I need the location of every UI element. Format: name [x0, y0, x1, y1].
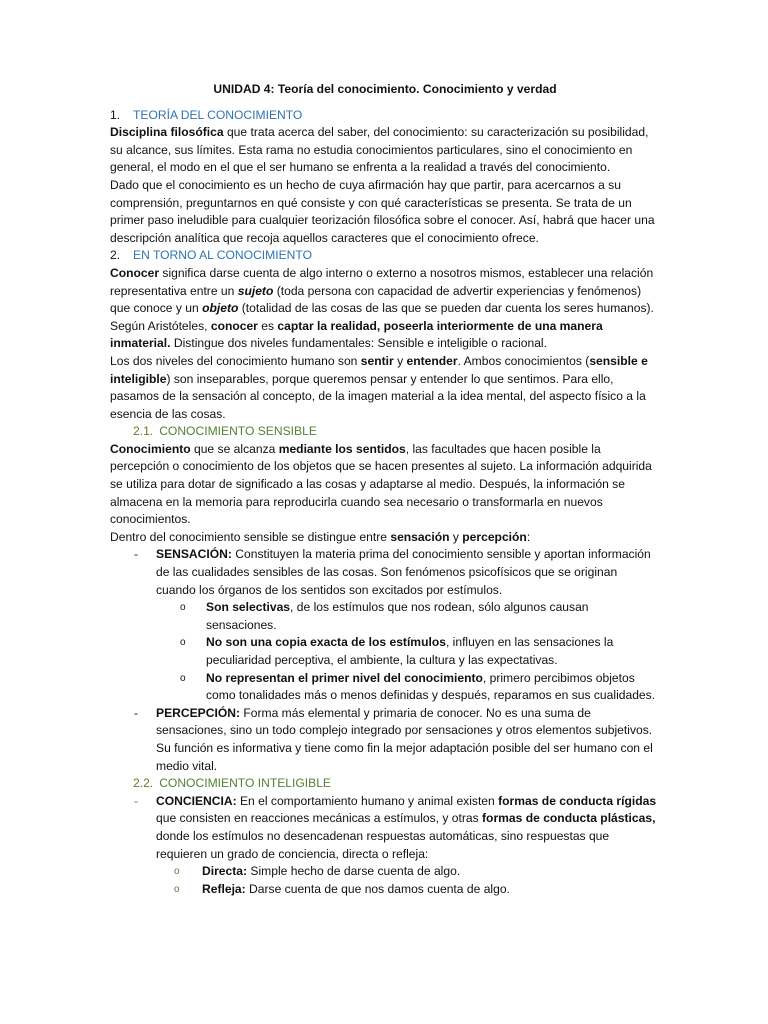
- bold-italic-term: sujeto: [237, 283, 274, 298]
- text: Los dos niveles del conocimiento humano son: [110, 353, 361, 368]
- heading-en-torno-al-conocimiento: [110, 247, 660, 265]
- circle-bullet-icon: o: [180, 602, 186, 614]
- paragraph: [110, 529, 660, 547]
- list-item-text: [156, 793, 660, 863]
- dash-list: [110, 546, 660, 775]
- heading-number: 2.: [110, 248, 121, 263]
- bold-term: sentir: [360, 353, 394, 368]
- text: Según Aristóteles,: [110, 318, 211, 333]
- text: . Ambos conocimientos (: [457, 353, 590, 368]
- text: que consisten en reacciones mecánicas a estímulos, y otras: [156, 811, 483, 826]
- paragraph: [110, 124, 660, 177]
- paragraph: [110, 441, 660, 529]
- bold-term: Conocer: [110, 265, 160, 280]
- text: , influyen en las sensaciones la peculiaridad perceptiva, el ambiente, la cultura y las expectativas.: [206, 635, 614, 667]
- text: Forma más elemental y primaria de conocer. No es una suma de sensaciones, sino un todo complejo integrado por sensaciones y otros elementos subjetivos. Su función es informativa y tiene como fin la mejor adaptación posible del ser humano con el medio vital.: [156, 705, 653, 773]
- text: :: [526, 529, 531, 544]
- text: donde los estímulos no desencadenan respuestas automáticas, sino respuestas que requieren un grado de conciencia, directa o refleja:: [156, 828, 610, 861]
- dash-list: [110, 793, 660, 899]
- document-page: [110, 81, 660, 898]
- paragraph: [110, 265, 660, 318]
- list-item-text: [156, 546, 660, 599]
- text: Dentro del conocimiento sensible se distingue entre: [110, 529, 391, 544]
- text: que se alcanza: [190, 441, 279, 456]
- heading-number: 2.2.: [133, 776, 154, 791]
- text: , las facultades que hacen posible la percepción o conocimiento de los objetos que se hacen presentes al sujeto. La información adquirida se utiliza para dotar de significado a las cosas y adaptarse al medio. Después, la información se almacena en la memoria para reproducirla cuando sea necesario o transformarla en nuevos conocimientos.: [110, 441, 652, 527]
- heading-number: 1.: [110, 107, 121, 122]
- bold-term: formas de conducta plásticas,: [482, 811, 656, 826]
- text: Constituyen la materia prima del conocimiento sensible y aportan información de las cualidades sensibles de las cosas. Son fenómenos psicofísicos que se originan cuando los órganos de los sentidos son excitados por estímulos.: [156, 547, 651, 597]
- bold-term: No son una copia exacta de los estímulos: [206, 635, 446, 650]
- heading-label: EN TORNO AL CONOCIMIENTO: [133, 248, 312, 263]
- list-item-percepcion: [110, 705, 660, 775]
- bold-term: SENSACIÓN:: [156, 547, 232, 562]
- sub-list-item: [156, 634, 660, 669]
- heading-teoria-del-conocimiento: [110, 107, 660, 125]
- list-item-text: [156, 705, 660, 775]
- dash-bullet: -: [134, 705, 139, 720]
- bold-term: percepción: [462, 529, 527, 544]
- text: , de los estímulos que nos rodean, sólo algunos causan sensaciones.: [206, 600, 589, 632]
- bold-term: CONCIENCIA:: [156, 793, 237, 808]
- list-item-sensacion: [110, 546, 660, 704]
- document-title: UNIDAD 4: Teoría del conocimiento. Conocimiento y verdad: [213, 82, 557, 96]
- text: , primero percibimos objetos como tonalidades más o menos definidas y después, reparamos en sus cualidades.: [206, 670, 656, 703]
- bold-term: mediante los sentidos: [278, 441, 406, 456]
- bold-term: conocer: [210, 318, 258, 333]
- bold-term: Disciplina filosófica: [110, 125, 224, 140]
- bold-term: sensible e inteligible: [110, 353, 648, 386]
- bold-term: Refleja:: [202, 881, 246, 896]
- sub-list-item: [156, 863, 660, 881]
- text: Darse cuenta de que nos damos cuenta de algo.: [245, 881, 510, 896]
- bold-term: sensación: [390, 529, 450, 544]
- text: ) son inseparables, porque queremos pensar y entender lo que sentimos. Para ello, pasamos de la sensación al concepto, de la imagen material a la idea mental, del aspecto físico a la esencia de las cosas.: [110, 371, 646, 421]
- list-item-conciencia: [110, 793, 660, 899]
- heading-conocimiento-sensible: [110, 423, 660, 441]
- heading-number: 2.1.: [133, 424, 154, 439]
- circle-bullet-icon: o: [174, 883, 180, 895]
- heading-conocimiento-inteligible: [110, 775, 660, 793]
- circle-bullet-icon: o: [180, 637, 186, 649]
- paragraph: [110, 318, 660, 353]
- text: es: [257, 318, 278, 333]
- bold-term: Conocimiento: [110, 441, 191, 456]
- sub-list-item: [156, 670, 660, 705]
- bold-term: PERCEPCIÓN:: [156, 705, 240, 720]
- text: (totalidad de las cosas de las que se pueden dar cuenta los seres humanos).: [238, 301, 654, 316]
- dash-bullet: -: [134, 793, 139, 808]
- heading-label: CONOCIMIENTO INTELIGIBLE: [159, 776, 331, 791]
- text: Distingue dos niveles fundamentales: Sensible e inteligible o racional.: [170, 336, 547, 351]
- bold-term: Directa:: [202, 864, 248, 879]
- bold-italic-term: objeto: [202, 301, 239, 316]
- circle-bullet-icon: o: [180, 672, 186, 684]
- circle-bullet-icon: o: [174, 866, 180, 878]
- paragraph: [110, 353, 660, 423]
- heading-label: CONOCIMIENTO SENSIBLE: [159, 424, 317, 439]
- bold-term: formas de conducta rígidas: [498, 793, 657, 808]
- bold-term: Son selectivas: [206, 600, 291, 615]
- dash-bullet: -: [134, 547, 139, 562]
- sub-list-item: [156, 599, 660, 634]
- sub-list-item: [156, 881, 660, 899]
- bold-term: entender: [406, 353, 458, 368]
- paragraph: Dado que el conocimiento es un hecho de cuya afirmación hay que partir, para acercarnos a su comprensión, preguntarnos en qué consiste y con qué características se presenta. Se trata de un primer paso ineludible para cualquier teorización filosófica sobre el conocer. Así, habrá que hacer una descripción analítica que recoja aquellos caracteres que el conocimiento ofrece.: [110, 177, 655, 245]
- text: (toda persona con capacidad de advertir experiencias y fenómenos) que conoce y un: [110, 283, 642, 316]
- text: que trata acerca del saber, del conocimiento: su caracterización su posibilidad, su alcance, sus límites. Esta rama no estudia conocimientos particulares, sino el conocimiento en general, el modo en el que el ser humano se enfrenta a la realidad a través del conocimiento.: [110, 125, 649, 175]
- text: Simple hecho de darse cuenta de algo.: [247, 864, 461, 879]
- text: En el comportamiento humano y animal existen: [236, 793, 499, 808]
- bold-term: No representan el primer nivel del conocimiento: [206, 670, 483, 685]
- text: y: [449, 529, 463, 544]
- heading-label: TEORÍA DEL CONOCIMIENTO: [133, 107, 303, 122]
- bold-term: captar la realidad, poseerla interiormente de una manera inmaterial.: [110, 318, 603, 351]
- text: y: [393, 353, 407, 368]
- text: significa darse cuenta de algo interno o externo a nosotros mismos, establecer una relación representativa entre un: [110, 265, 654, 298]
